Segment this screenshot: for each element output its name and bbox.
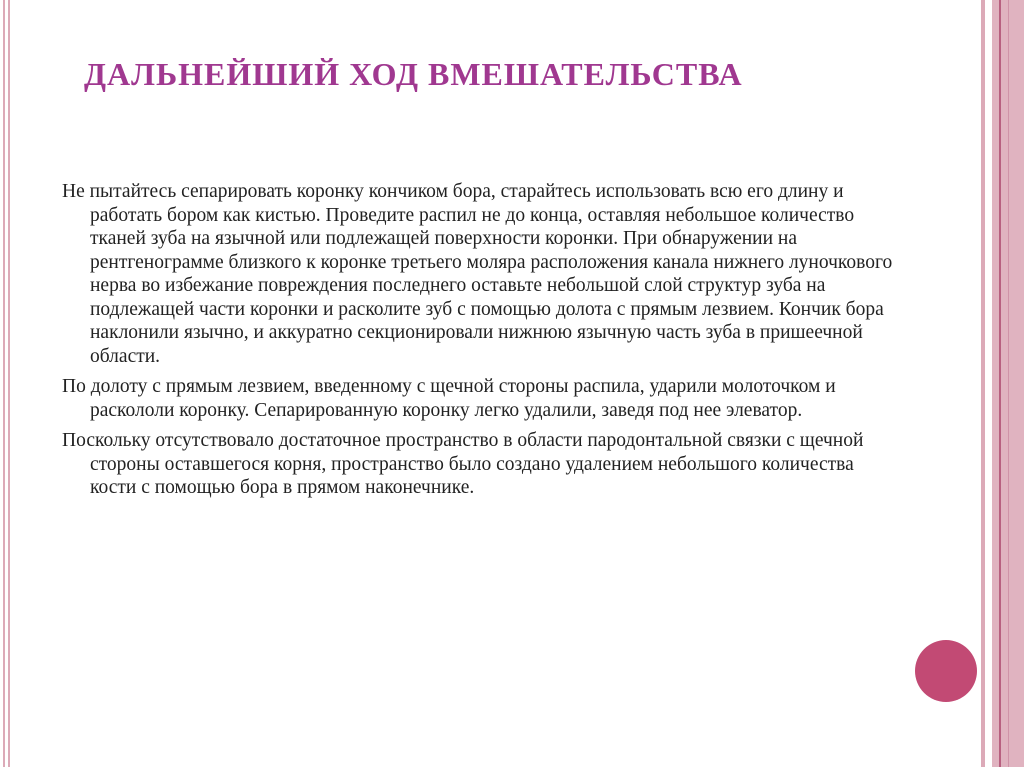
slide-body	[62, 180, 902, 507]
right-band-line	[999, 0, 1001, 767]
paragraph: Не пытайтесь сепарировать коронку кончиком бора, старайтесь использовать всю его длину и работать бором как кистью. Проведите распил не до конца, оставляя небольшое количество тканей зуба на язычной или подлежащей поверхности коронки. При обнаружении на рентгенограмме близкого к коронке третьего моляра расположения канала нижнего луночкового нерва во избежание повреждения последнего оставьте небольшой слой структур зуба на подлежащей части коронки и расколите зуб с помощью долота с прямым лезвием. Кончик бора наклонили язычно, и аккуратно секционировали нижнюю язычную часть зуба в пришеечной области.	[62, 181, 893, 367]
paragraph: По долоту с прямым лезвием, введенному с щечной стороны распила, ударили молоточком и раскололи коронку. Сепарированную коронку легко удалили, заведя под нее элеватор.	[62, 376, 836, 421]
decorative-circle	[915, 640, 977, 702]
paragraph: Поскольку отсутствовало достаточное пространство в области пародонтальной связки с щечной стороны оставшегося корня, пространство было создано удалением небольшого количества кости с помощью бора в прямом наконечнике.	[62, 430, 864, 498]
right-band-line	[1008, 0, 1009, 767]
left-stripe	[8, 0, 10, 767]
slide-title: ДАЛЬНЕЙШИЙ ХОД ВМЕШАТЕЛЬСТВА	[84, 56, 743, 92]
right-stripe	[981, 0, 985, 767]
left-stripe	[3, 0, 5, 767]
